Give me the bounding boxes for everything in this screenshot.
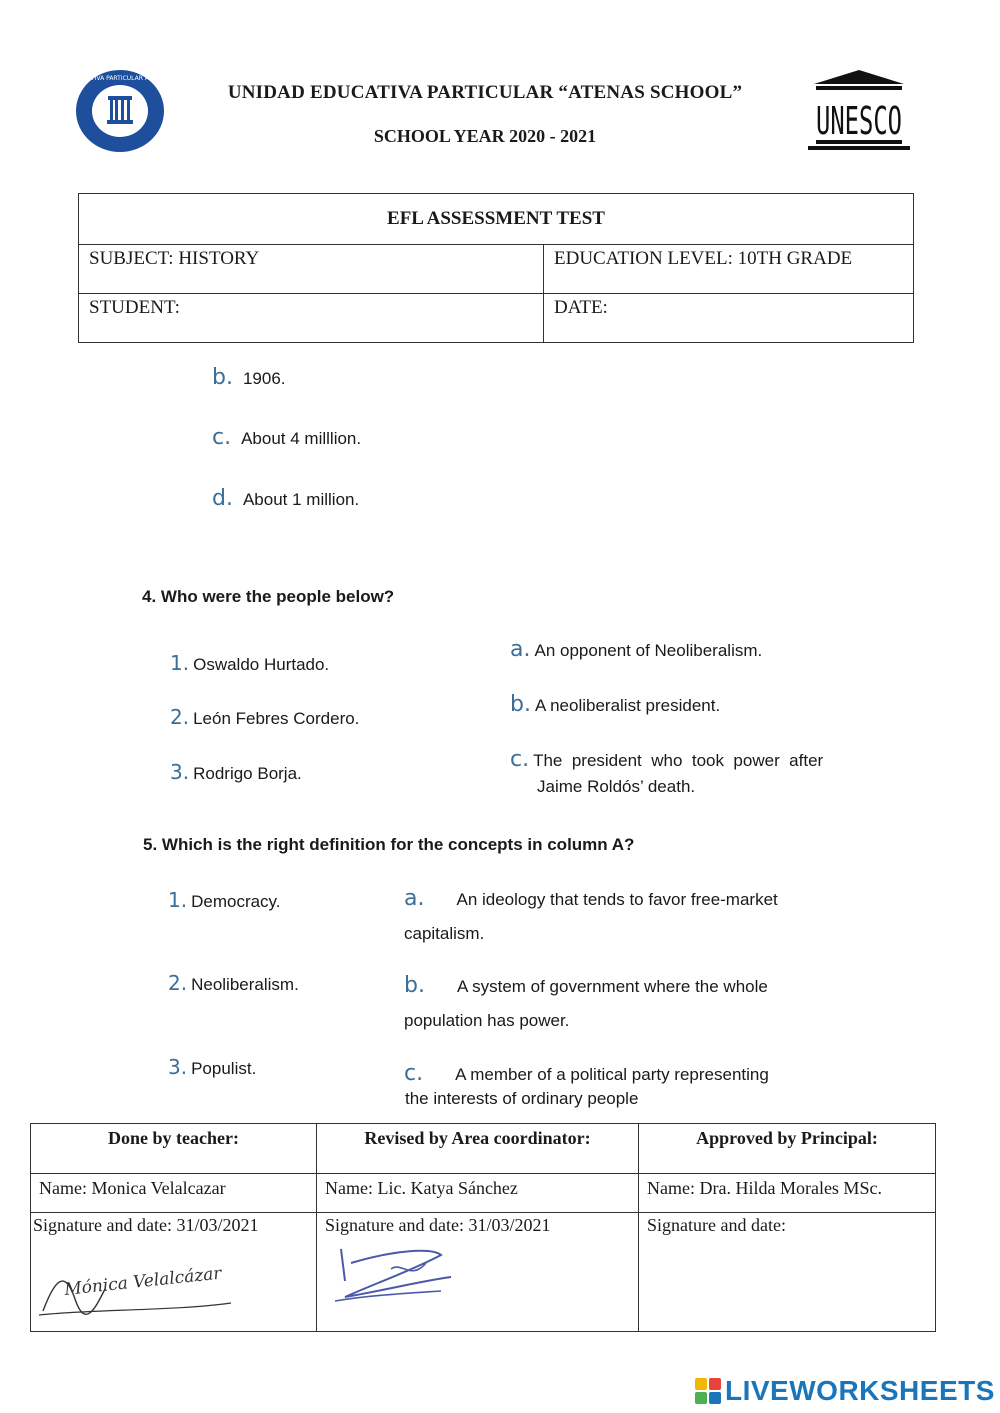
option-text: A neoliberalist president. [534,696,721,715]
q4-option-a[interactable] [510,637,762,662]
unesco-logo-text: UNESCO [816,99,902,143]
student-label: STUDENT: [89,297,180,318]
option-text: About 4 milllion. [241,429,362,448]
option-text: An ideology that tends to favor free-market [456,890,778,909]
q5-option-c-continued: the interests of ordinary people [405,1089,639,1108]
coordinator-header: Revised by Area coordinator: [317,1124,639,1174]
option-letter: a. [510,637,531,662]
date-cell[interactable] [544,294,914,343]
q5-item-2[interactable] [168,971,299,995]
q4-item-3[interactable] [170,760,302,784]
principal-signature-label: Signature and date: [647,1215,786,1235]
education-level-label: EDUCATION LEVEL: 10TH GRADE [554,248,853,269]
item-number: 3. [170,760,190,784]
item-number: 1. [170,651,190,675]
q5-option-b-continued: population has power. [404,1011,570,1030]
option-letter: b. [212,365,233,390]
q4-item-1[interactable] [170,651,329,675]
item-number: 1. [168,888,188,912]
q4-option-c[interactable] [510,747,823,772]
liveworksheets-icon [695,1378,721,1404]
q5-item-1[interactable] [168,888,281,912]
school-name: UNIDAD EDUCATIVA PARTICULAR “ATENAS SCHOOL” [227,82,743,103]
item-text: Populist. [191,1059,257,1078]
q5-option-a-continued: capitalism. [404,924,485,943]
option-letter: d. [212,486,233,511]
education-level-cell [544,245,914,294]
item-text: Democracy. [191,892,281,911]
coordinator-signature [331,1241,461,1311]
principal-signature-cell[interactable] [639,1213,936,1332]
subject-cell [79,245,544,294]
subject-label: SUBJECT: HISTORY [89,248,260,269]
option-text: About 1 million. [242,490,360,509]
teacher-signature-text: Mónica Velalcázar [63,1263,223,1300]
option-text: A member of a political party representing [455,1065,769,1084]
coordinator-signature-label: Signature and date: 31/03/2021 [325,1215,551,1235]
item-text: Rodrigo Borja. [193,764,302,783]
coordinator-name: Name: Lic. Katya Sánchez [317,1174,639,1213]
option-text: A system of government where the whole [456,977,768,996]
option-letter: c. [212,425,232,450]
student-cell[interactable] [79,294,544,343]
option-letter: c. [510,747,530,772]
liveworksheets-watermark [695,1375,995,1407]
q5-item-3[interactable] [168,1055,256,1079]
school-logo-text: UNIDAD EDUCATIVA PARTICULAR ATENAS SCHOOL [44,75,196,82]
item-text: Oswaldo Hurtado. [193,655,330,674]
principal-header: Approved by Principal: [639,1124,936,1174]
item-number: 2. [170,705,190,729]
q3-option-d[interactable] [212,486,359,511]
q4-option-b[interactable] [510,692,720,717]
approval-table [30,1123,936,1332]
liveworksheets-brand: LIVEWORKSHEETS [725,1375,995,1406]
q5-option-a[interactable] [404,886,778,911]
teacher-signature-cell [31,1213,317,1332]
q5-option-b[interactable] [404,973,768,998]
q5-option-c[interactable] [404,1061,769,1086]
principal-name: Name: Dra. Hilda Morales MSc. [639,1174,936,1213]
q3-option-c[interactable] [212,425,361,450]
date-label: DATE: [554,297,608,318]
option-letter: a. [404,886,425,911]
item-number: 3. [168,1055,188,1079]
school-year: SCHOOL YEAR 2020 - 2021 [373,126,597,146]
teacher-header: Done by teacher: [31,1124,317,1174]
assessment-info-table [78,193,914,343]
teacher-signature-label: Signature and date: 31/03/2021 [33,1215,259,1235]
option-letter: b. [404,973,425,998]
q4-option-c-continued: Jaime Roldós’ death. [537,777,696,796]
school-logo [44,66,196,156]
unesco-logo [804,68,914,152]
option-text: 1906. [242,369,286,388]
option-text: The president who took power after [533,751,824,770]
coordinator-signature-cell [317,1213,639,1332]
option-letter: c. [404,1061,424,1086]
question-5: 5. Which is the right definition for the concepts in column A? [143,835,635,854]
item-text: Neoliberalism. [191,975,299,994]
option-text: An opponent of Neoliberalism. [534,641,763,660]
q3-option-b[interactable] [212,365,286,390]
teacher-signature [35,1239,235,1329]
q4-item-2[interactable] [170,705,359,729]
item-text: León Febres Cordero. [193,709,360,728]
teacher-name: Name: Monica Velalcazar [31,1174,317,1213]
option-letter: b. [510,692,531,717]
test-title: EFL ASSESSMENT TEST [79,194,914,245]
question-4: 4. Who were the people below? [142,587,395,606]
item-number: 2. [168,971,188,995]
